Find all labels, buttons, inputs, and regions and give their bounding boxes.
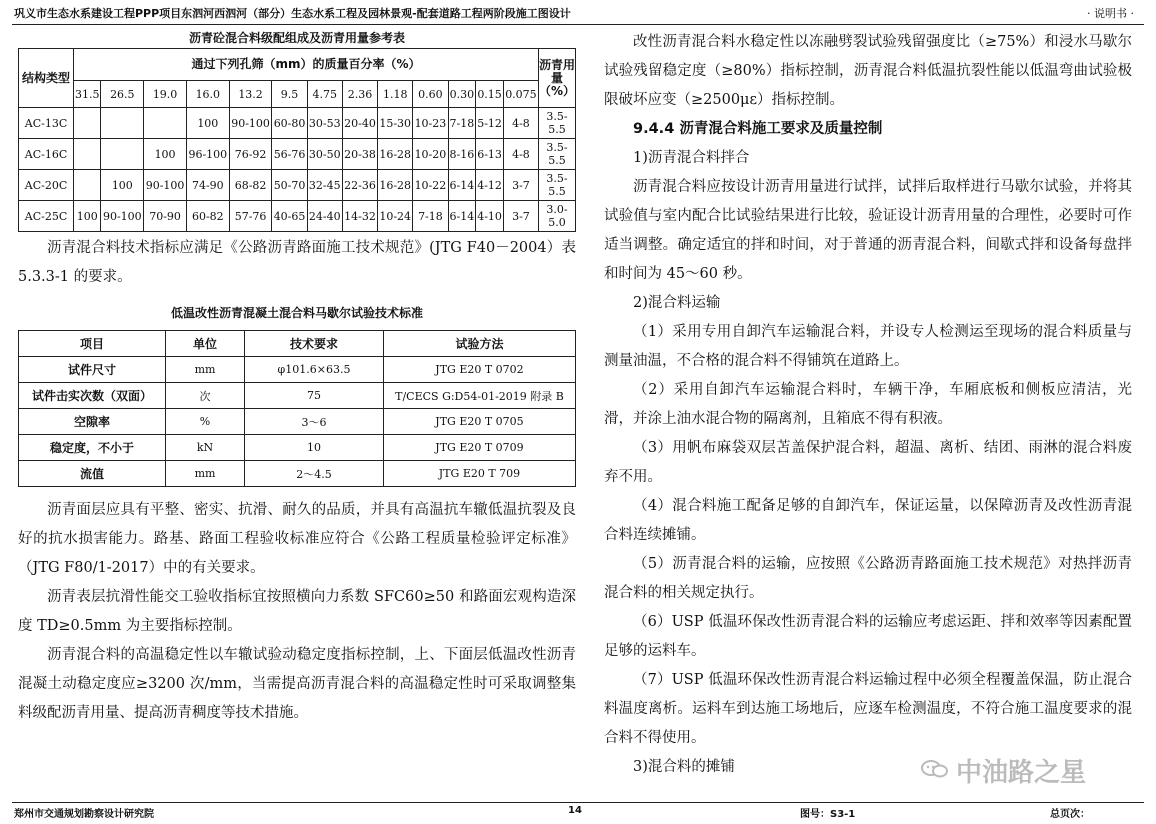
right-paragraph: 沥青混合料应按设计沥青用量进行试拌，试拌后取样进行马歇尔试验，并将其试验值与室内配合比试验结果进行比较，验证设计沥青用量的合理性，必要时可作适当调整。确定适宜的拌和时间，对于普通的沥青混合料，间歇式拌和设备每盘拌和时间为 45～60 秒。: [604, 179, 1132, 282]
passing-value: 76-92: [229, 139, 272, 170]
passing-value: 96-100: [186, 139, 229, 170]
passing-value: 6-14: [448, 170, 476, 201]
subsection-heading: 3)混合料的摊铺: [633, 759, 735, 775]
left-paragraph-spec: 沥青混合料技术指标应满足《公路沥青路面施工技术规范》(JTG F40－2004）表 5.3.3-1 的要求。: [18, 240, 576, 285]
passing-value: [74, 139, 101, 170]
passing-value: 60-82: [186, 201, 229, 232]
sieve-size: 16.0: [186, 81, 229, 108]
passing-value: 8-16: [448, 139, 476, 170]
footer-page-number: 14: [568, 805, 582, 816]
marshall-header: 技术要求: [245, 331, 384, 357]
footer-org: 郑州市交通规划勘察设计研究院: [14, 809, 154, 820]
sieve-size: 19.0: [144, 81, 187, 108]
right-paragraph: （4）混合料施工配备足够的自卸汽车，保证运量，以保障沥青及改性沥青混合料连续摊铺。: [604, 498, 1132, 543]
asphalt-value: 3.0-5.0: [538, 201, 575, 232]
table-row: [19, 383, 576, 409]
passing-value: 56-76: [272, 139, 307, 170]
table2-title: 低温改性沥青混凝土混合料马歇尔试验技术标准: [170, 306, 423, 320]
passing-value: 30-53: [307, 108, 342, 139]
sieve-size: 9.5: [272, 81, 307, 108]
marshall-cell: φ101.6×63.5: [245, 357, 384, 383]
wechat-icon: [920, 758, 950, 780]
left-paragraph: 沥青表层抗滑性能交工验收指标宜按照横向力系数 SFC60≥50 和路面宏观构造深度 TD≥0.5mm 为主要指标控制。: [18, 589, 576, 634]
footer-divider: [12, 802, 1144, 803]
right-paragraph: （2）采用自卸汽车运输混合料时，车辆干净，车厢底板和侧板应清洁，光滑，并涂上油水混合物的隔离剂，且箱底不得有积液。: [604, 382, 1132, 427]
document-header-section: · 说明书 ·: [1087, 7, 1134, 20]
header-structure-type: 结构类型: [19, 49, 74, 108]
sieve-size: 2.36: [342, 81, 377, 108]
left-paragraph: 沥青面层应具有平整、密实、抗滑、耐久的品质，并具有高温抗车辙低温抗裂及良好的抗水损害能力。路基、路面工程验收标准应符合《公路工程质量检验评定标准》（JTG F80/1-2017）中的有关要求。: [18, 502, 576, 576]
marshall-cell: 10: [245, 435, 384, 461]
sieve-size: 13.2: [229, 81, 272, 108]
asphalt-value: 3.5-5.5: [538, 170, 575, 201]
mix-type: AC-20C: [19, 170, 74, 201]
header-asphalt-content: 沥青用量（%）: [538, 49, 575, 108]
passing-value: 16-28: [378, 139, 413, 170]
passing-value: 4-8: [503, 108, 538, 139]
passing-value: 70-90: [144, 201, 187, 232]
sieve-size: 4.75: [307, 81, 342, 108]
right-paragraph-intro: 改性沥青混合料水稳定性以冻融劈裂试验残留强度比（≥75%）和浸水马歇尔试验残留稳定度（≥80%）指标控制，沥青混合料低温抗裂性能以低温弯曲试验极限破坏应变（≥2500με）指标控制。: [604, 34, 1132, 108]
passing-value: 32-45: [307, 170, 342, 201]
watermark-text: 中油路之星: [956, 758, 1087, 788]
table-row: [19, 108, 576, 139]
passing-value: 3-7: [503, 170, 538, 201]
passing-value: 4-12: [476, 170, 504, 201]
passing-value: 24-40: [307, 201, 342, 232]
passing-value: 40-65: [272, 201, 307, 232]
marshall-cell: JTG E20 T 0702: [384, 357, 576, 383]
marshall-cell: 3～6: [245, 409, 384, 435]
marshall-cell: 2～4.5: [245, 461, 384, 487]
marshall-cell: mm: [166, 357, 245, 383]
passing-value: 74-90: [186, 170, 229, 201]
marshall-cell: kN: [166, 435, 245, 461]
right-paragraph: （1）采用专用自卸汽车运输混合料，并设专人检测运至现场的混合料质量与测量油温，不合格的混合料不得铺筑在道路上。: [604, 324, 1132, 369]
marshall-cell: JTG E20 T 0705: [384, 409, 576, 435]
sieve-size: 0.30: [448, 81, 476, 108]
marshall-cell: 75: [245, 383, 384, 409]
table-row: [19, 435, 576, 461]
document-header-title: 巩义市生态水系建设工程PPP项目东泗河西泗河（部分）生态水系工程及园林景观-配套道路工程两阶段施工图设计: [14, 7, 571, 20]
mix-type: AC-16C: [19, 139, 74, 170]
passing-value: 50-70: [272, 170, 307, 201]
left-paragraphs: [18, 496, 576, 728]
passing-value: 6-14: [448, 201, 476, 232]
marshall-cell: %: [166, 409, 245, 435]
passing-value: 100: [101, 170, 144, 201]
table1-title: 沥青砼混合料级配组成及沥青用量参考表: [188, 31, 405, 45]
passing-value: 10-22: [413, 170, 448, 201]
marshall-item: 流值: [19, 461, 166, 487]
passing-value: 4-8: [503, 139, 538, 170]
passing-value: 6-13: [476, 139, 504, 170]
passing-value: 20-40: [342, 108, 377, 139]
subsection-heading: 1)沥青混合料拌合: [633, 150, 750, 166]
marshall-header: 项目: [19, 331, 166, 357]
marshall-cell: T/CECS G:D54-01-2019 附录 B: [384, 383, 576, 409]
sieve-size: 31.5: [74, 81, 101, 108]
table-row: [19, 139, 576, 170]
passing-value: 57-76: [229, 201, 272, 232]
right-paragraph: （5）沥青混合料的运输，应按照《公路沥青路面施工技术规范》对热拌沥青混合料的相关规定执行。: [604, 556, 1132, 601]
passing-value: 90-100: [101, 201, 144, 232]
sieve-size: 0.15: [476, 81, 504, 108]
marshall-item: 稳定度，不小于: [19, 435, 166, 461]
footer-drawing-number: 图号：S3-1: [800, 809, 856, 820]
passing-value: [101, 139, 144, 170]
passing-value: 90-100: [229, 108, 272, 139]
section-title: 9.4.4 沥青混合料施工要求及质量控制: [633, 121, 883, 137]
marshall-header: 试验方法: [384, 331, 576, 357]
marshall-cell: mm: [166, 461, 245, 487]
passing-value: 7-18: [448, 108, 476, 139]
right-paragraph: （6）USP 低温环保改性沥青混合料的运输应考虑运距、拌和效率等因素配置足够的运料车。: [604, 614, 1132, 659]
header-passing-percent: 通过下列孔筛（mm）的质量百分率（%）: [74, 49, 539, 81]
passing-value: 10-24: [378, 201, 413, 232]
right-paragraph: （3）用帆布麻袋双层苫盖保护混合料，超温、离析、结团、雨淋的混合料废弃不用。: [604, 440, 1132, 485]
right-paragraphs: [604, 144, 1132, 782]
table-row: [19, 357, 576, 383]
passing-value: 60-80: [272, 108, 307, 139]
asphalt-value: 3.5-5.5: [538, 108, 575, 139]
sieve-size: 0.60: [413, 81, 448, 108]
passing-value: 7-18: [413, 201, 448, 232]
marshall-cell: 次: [166, 383, 245, 409]
table-row: [19, 201, 576, 232]
marshall-table: [18, 330, 576, 487]
passing-value: [101, 108, 144, 139]
passing-value: 4-10: [476, 201, 504, 232]
passing-value: 90-100: [144, 170, 187, 201]
passing-value: 20-38: [342, 139, 377, 170]
sieve-size: 26.5: [101, 81, 144, 108]
passing-value: 16-28: [378, 170, 413, 201]
passing-value: 14-32: [342, 201, 377, 232]
mix-type: AC-13C: [19, 108, 74, 139]
right-paragraph: （7）USP 低温环保改性沥青混合料运输过程中必须全程覆盖保温，防止混合料温度离析。运料车到达施工场地后，应逐车检测温度，不符合施工温度要求的混合料不得使用。: [604, 672, 1132, 746]
marshall-item: 空隙率: [19, 409, 166, 435]
table-row: [19, 409, 576, 435]
passing-value: 100: [74, 201, 101, 232]
passing-value: 100: [186, 108, 229, 139]
passing-value: [144, 108, 187, 139]
passing-value: 22-36: [342, 170, 377, 201]
passing-value: 10-23: [413, 108, 448, 139]
mix-type: AC-25C: [19, 201, 74, 232]
marshall-item: 试件击实次数（双面）: [19, 383, 166, 409]
left-paragraph: 沥青混合料的高温稳定性以车辙试验动稳定度指标控制，上、下面层低温改性沥青混凝土动稳定度应≥3200 次/mm，当需提高沥青混合料的高温稳定性时可采取调整集料级配沥青用量、提高沥青稠度等技术措施。: [18, 647, 576, 721]
footer-total-pages: 总页次：: [1050, 809, 1090, 820]
marshall-cell: JTG E20 T 709: [384, 461, 576, 487]
left-column: [18, 28, 576, 728]
passing-value: 3-7: [503, 201, 538, 232]
right-column: [604, 28, 1132, 782]
asphalt-value: 3.5-5.5: [538, 139, 575, 170]
passing-value: [74, 108, 101, 139]
passing-value: 100: [144, 139, 187, 170]
marshall-cell: JTG E20 T 0709: [384, 435, 576, 461]
sieve-size: 0.075: [503, 81, 538, 108]
passing-value: 10-20: [413, 139, 448, 170]
passing-value: 68-82: [229, 170, 272, 201]
passing-value: [74, 170, 101, 201]
table-row: [19, 170, 576, 201]
gradation-table: [18, 48, 576, 232]
passing-value: 30-50: [307, 139, 342, 170]
passing-value: 5-12: [476, 108, 504, 139]
marshall-header: 单位: [166, 331, 245, 357]
sieve-size: 1.18: [378, 81, 413, 108]
table-row: [19, 461, 576, 487]
header-divider: [12, 24, 1144, 25]
passing-value: 15-30: [378, 108, 413, 139]
marshall-item: 试件尺寸: [19, 357, 166, 383]
subsection-heading: 2)混合料运输: [633, 295, 721, 311]
